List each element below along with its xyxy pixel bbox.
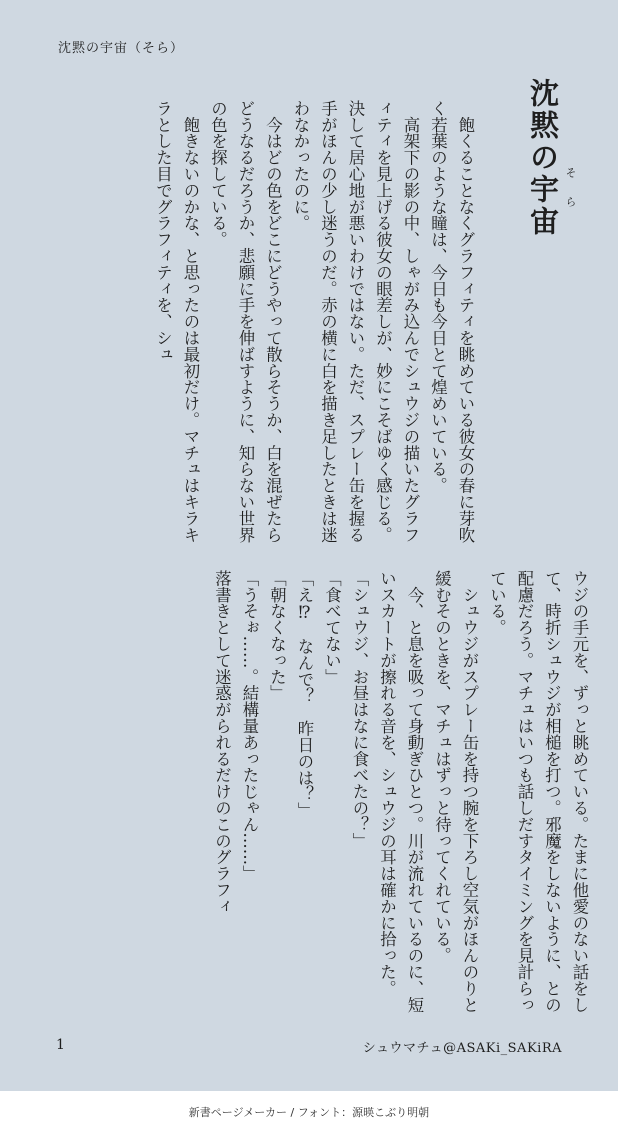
paragraph: シュウジがスプレー缶を持つ腕を下ろし空気がほんのりと緩むそのときを、マチュはずっと待ってくれている。 bbox=[432, 570, 479, 1013]
dialogue-line: 「え⁉ なんで？ 昨日のは？」 bbox=[295, 570, 314, 819]
page-number: 1 bbox=[56, 1037, 65, 1053]
body-text-top bbox=[56, 100, 479, 550]
tool-credit: 新書ページメーカー / フォント：源暎こぶり明朝 bbox=[188, 1106, 430, 1119]
paragraph: ウジの手元を、ずっと眺めている。たまに他愛のない話をして、時折シュウジが相槌を打つ。邪魔をしないように、との配慮だろう。マチュはいつも話しだすタイミングを見計らっている。 bbox=[487, 570, 589, 1013]
paragraph: 飽くることなくグラフィティを眺めている彼女の春に芽吹く若葉のような瞳は、今日も今日とて煌めいている。 bbox=[428, 100, 475, 543]
author-credit: シュウマチュ@ASAKi_SAKiRA bbox=[362, 1041, 562, 1056]
paragraph: 高架下の影の中、しゃがみ込んでシュウジの描いたグラフィティを見上げる彼女の眼差しが、妙にこそばゆく感じる。決して居心地が悪いわけではない。ただ、スプレー缶を握る手がほんの少し迷うのだ。赤の横に白を描き足したときは迷わなかったのに。 bbox=[291, 100, 420, 543]
paragraph: 今、と息を吸って身動ぎひとつ。川が流れているのに、短いスカートが擦れる音を、シュウジの耳は確かに拾った。 bbox=[377, 570, 424, 1013]
title-ruby: そら bbox=[564, 167, 577, 225]
dialogue-line: 「朝なくなった」 bbox=[267, 570, 287, 702]
running-title: 沈黙の宇宙（そら） bbox=[58, 41, 185, 56]
paragraph: 飽きないのかな、と思ったのは最初だけ。マチュはキラキラとした目でグラフィティを、シュ bbox=[153, 100, 200, 543]
dialogue-line: 「うそぉ……。結構量あったじゃん……」 bbox=[240, 570, 259, 882]
dialogue-line: 「食べてない」 bbox=[322, 570, 342, 685]
paragraph: 今はどの色をどこにどうやって散らそうか、白を混ぜたらどうなるだろうか、悲願に手を伸ばすように、知らない世界の色を探している。 bbox=[208, 100, 283, 543]
story-title: 沈黙の宇宙 bbox=[526, 78, 560, 238]
paragraph: 落書きとして迷惑がられるだけのこのグラフィ bbox=[212, 570, 232, 915]
body-text-bottom bbox=[56, 570, 593, 1020]
dialogue-line: 「シュウジ、お昼はなに食べたの？」 bbox=[350, 570, 369, 849]
